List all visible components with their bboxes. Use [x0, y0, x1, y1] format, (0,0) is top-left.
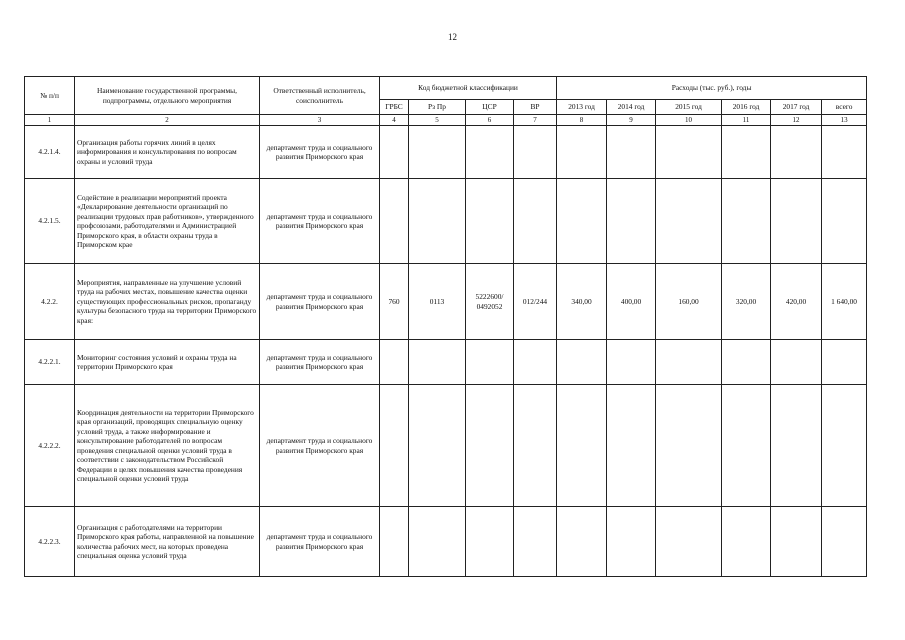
column-number: 6	[466, 115, 514, 126]
executor-cell: департамент труда и социального развития Приморского края	[260, 507, 380, 577]
csr-cell	[466, 385, 514, 507]
csr-cell	[466, 179, 514, 264]
value-2017	[771, 126, 822, 179]
value-2013	[557, 179, 607, 264]
csr-cell	[466, 126, 514, 179]
measure-name: Мероприятия, направленные на улучшение условий труда на рабочих местах, повышение качества оценки существующих профессиональных рисков, пропаганду культуры безопасного труда на территории Приморского края:	[75, 264, 260, 340]
header-csr: ЦСР	[466, 100, 514, 115]
rzpr-cell	[409, 179, 466, 264]
value-2015	[656, 179, 722, 264]
measure-name: Организация работы горячих линий в целях информирования и консультирования по вопросам охраны и условий труда	[75, 126, 260, 179]
executor-cell: департамент труда и социального развития Приморского края	[260, 179, 380, 264]
measure-name: Мониторинг состояния условий и охраны труда на территории Приморского края	[75, 340, 260, 385]
header-total: всего	[822, 100, 867, 115]
value-2017: 420,00	[771, 264, 822, 340]
row-number: 4.2.1.5.	[25, 179, 75, 264]
value-2017	[771, 507, 822, 577]
vr-cell	[514, 126, 557, 179]
value-total	[822, 340, 867, 385]
grbs-cell: 760	[380, 264, 409, 340]
value-2015	[656, 385, 722, 507]
value-total	[822, 385, 867, 507]
table-row	[25, 340, 867, 385]
column-number: 2	[75, 115, 260, 126]
value-2016	[722, 385, 771, 507]
grbs-cell	[380, 340, 409, 385]
executor-cell: департамент труда и социального развития Приморского края	[260, 385, 380, 507]
executor-cell: департамент труда и социального развития Приморского края	[260, 264, 380, 340]
value-2017	[771, 385, 822, 507]
column-number: 12	[771, 115, 822, 126]
value-2013	[557, 507, 607, 577]
value-total	[822, 179, 867, 264]
grbs-cell	[380, 126, 409, 179]
header-2015: 2015 год	[656, 100, 722, 115]
value-2015: 160,00	[656, 264, 722, 340]
value-2016: 320,00	[722, 264, 771, 340]
column-number: 4	[380, 115, 409, 126]
rzpr-cell	[409, 340, 466, 385]
executor-cell: департамент труда и социального развития Приморского края	[260, 340, 380, 385]
table-row	[25, 179, 867, 264]
value-2016	[722, 340, 771, 385]
csr-cell: 5222600/ 0492052	[466, 264, 514, 340]
page-number: 12	[448, 32, 457, 42]
grbs-cell	[380, 179, 409, 264]
header-num: № п/п	[25, 77, 75, 115]
value-2017	[771, 340, 822, 385]
measure-name: Организация с работодателями на территории Приморского края работы, направленной на повышение количества рабочих мест, на которых проведена специальная оценка условий труда	[75, 507, 260, 577]
row-number: 4.2.2.1.	[25, 340, 75, 385]
table-row	[25, 264, 867, 340]
executor-cell: департамент труда и социального развития Приморского края	[260, 126, 380, 179]
vr-cell	[514, 385, 557, 507]
rzpr-cell: 0113	[409, 264, 466, 340]
row-number: 4.2.2.2.	[25, 385, 75, 507]
rzpr-cell	[409, 126, 466, 179]
csr-cell	[466, 340, 514, 385]
value-2014	[607, 179, 656, 264]
vr-cell	[514, 507, 557, 577]
column-number: 7	[514, 115, 557, 126]
table-row	[25, 507, 867, 577]
value-total: 1 640,00	[822, 264, 867, 340]
column-number: 8	[557, 115, 607, 126]
row-number: 4.2.2.	[25, 264, 75, 340]
rzpr-cell	[409, 507, 466, 577]
column-number: 11	[722, 115, 771, 126]
value-2016	[722, 507, 771, 577]
value-2016	[722, 179, 771, 264]
value-total	[822, 126, 867, 179]
header-rzpr: Рз Пр	[409, 100, 466, 115]
value-total	[822, 507, 867, 577]
column-number: 10	[656, 115, 722, 126]
grbs-cell	[380, 507, 409, 577]
value-2015	[656, 340, 722, 385]
header-expenses: Расходы (тыс. руб.), годы	[557, 77, 867, 100]
value-2013: 340,00	[557, 264, 607, 340]
budget-table	[24, 76, 867, 577]
value-2016	[722, 126, 771, 179]
vr-cell	[514, 340, 557, 385]
column-number: 1	[25, 115, 75, 126]
table-row	[25, 385, 867, 507]
header-vr: ВР	[514, 100, 557, 115]
column-number: 9	[607, 115, 656, 126]
measure-name: Координация деятельности на территории Приморского края организаций, проводящих специальную оценку условий труда, а также информирование и консультирование работодателей по вопросам проведения специальной оценки условий труда в соответствии с законодательством Российской Федерации в целях повышения качества проведения специальной оценки условий труда	[75, 385, 260, 507]
header-executor: Ответственный исполнитель, соисполнитель	[260, 77, 380, 115]
value-2013	[557, 126, 607, 179]
row-number: 4.2.2.3.	[25, 507, 75, 577]
vr-cell: 012/244	[514, 264, 557, 340]
value-2014	[607, 385, 656, 507]
value-2014	[607, 507, 656, 577]
value-2014	[607, 340, 656, 385]
column-number: 3	[260, 115, 380, 126]
table-row	[25, 126, 867, 179]
header-2014: 2014 год	[607, 100, 656, 115]
value-2015	[656, 507, 722, 577]
header-2016: 2016 год	[722, 100, 771, 115]
value-2014	[607, 126, 656, 179]
header-2013: 2013 год	[557, 100, 607, 115]
vr-cell	[514, 179, 557, 264]
csr-cell	[466, 507, 514, 577]
value-2017	[771, 179, 822, 264]
header-budget-code: Код бюджетной классификации	[380, 77, 557, 100]
grbs-cell	[380, 385, 409, 507]
column-number: 13	[822, 115, 867, 126]
rzpr-cell	[409, 385, 466, 507]
header-name: Наименование государственной программы, подпрограммы, отдельного мероприятия	[75, 77, 260, 115]
measure-name: Содействие в реализации мероприятий проекта «Декларирование деятельности организаций по реализации трудовых прав работников», утвержденного профсоюзами, работодателями и Администрацией Приморского края, в области охраны труда в Приморском крае	[75, 179, 260, 264]
row-number: 4.2.1.4.	[25, 126, 75, 179]
column-number-row	[25, 115, 867, 126]
value-2014: 400,00	[607, 264, 656, 340]
column-number: 5	[409, 115, 466, 126]
value-2013	[557, 385, 607, 507]
value-2015	[656, 126, 722, 179]
value-2013	[557, 340, 607, 385]
header-grbs: ГРБС	[380, 100, 409, 115]
header-2017: 2017 год	[771, 100, 822, 115]
